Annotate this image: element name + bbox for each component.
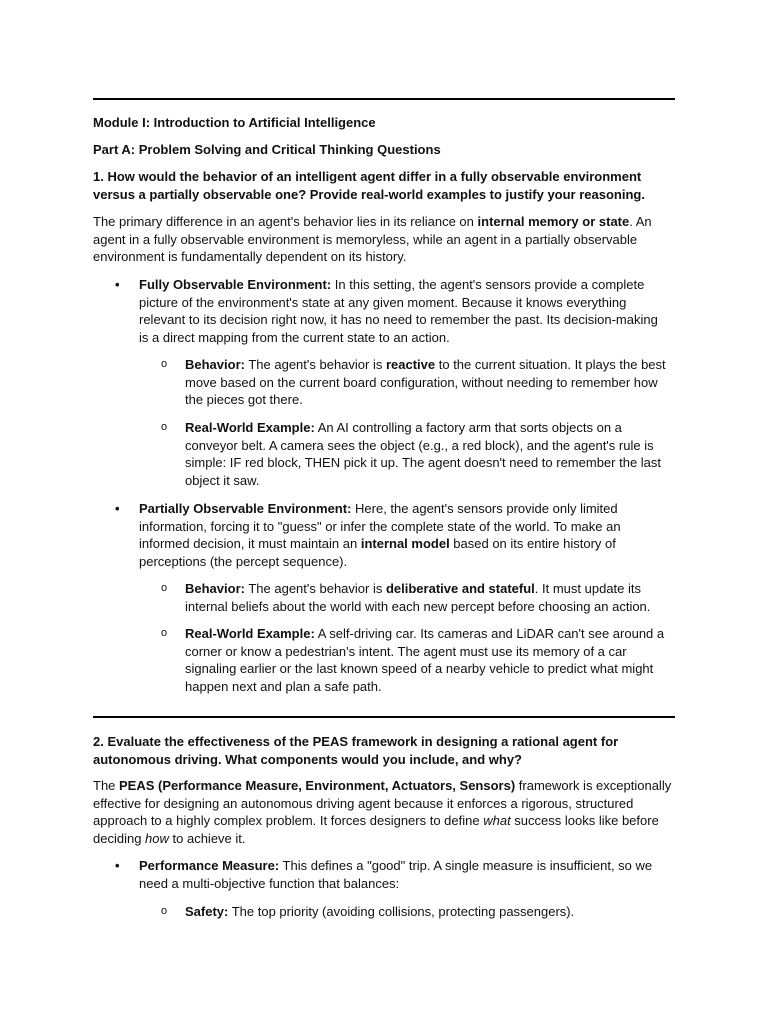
question-2: 2. Evaluate the effectiveness of the PEAS framework in designing a rational agent for autonomous driving. What components would you include, and why?	[93, 734, 619, 767]
bullet-icon: •	[115, 858, 120, 873]
bullet-icon: •	[115, 501, 120, 516]
question-1: 1. How would the behavior of an intelligent agent differ in a fully observable environment versus a partially observable one? Provide real-world examples to justify your reasoning.	[93, 169, 645, 202]
bullet-icon: •	[115, 277, 120, 292]
sub-bullet-icon: o	[161, 627, 168, 639]
horizontal-rule-middle	[93, 716, 675, 718]
sub-bullet-icon: o	[161, 358, 168, 370]
horizontal-rule-top	[93, 98, 675, 100]
sub-bullet-icon: o	[161, 905, 168, 917]
module-title: Module I: Introduction to Artificial Intelligence	[93, 115, 376, 130]
q2-intro-paragraph: The PEAS (Performance Measure, Environment, Actuators, Sensors) framework is exceptionally effective for designing an autonomous driving agent because it enforces a rigorous, structured approach to a highly complex problem. It forces designers to define what success looks like before deciding how to achieve it.	[93, 778, 672, 846]
sub-bullet-icon: o	[161, 421, 168, 433]
sub-bullet-icon: o	[161, 582, 168, 594]
part-title: Part A: Problem Solving and Critical Thinking Questions	[93, 142, 441, 157]
q1-intro-paragraph: The primary difference in an agent's behavior lies in its reliance on internal memory or state. An agent in a fully observable environment is memoryless, while an agent in a partially observable environment is fundamentally dependent on its history.	[93, 214, 652, 264]
